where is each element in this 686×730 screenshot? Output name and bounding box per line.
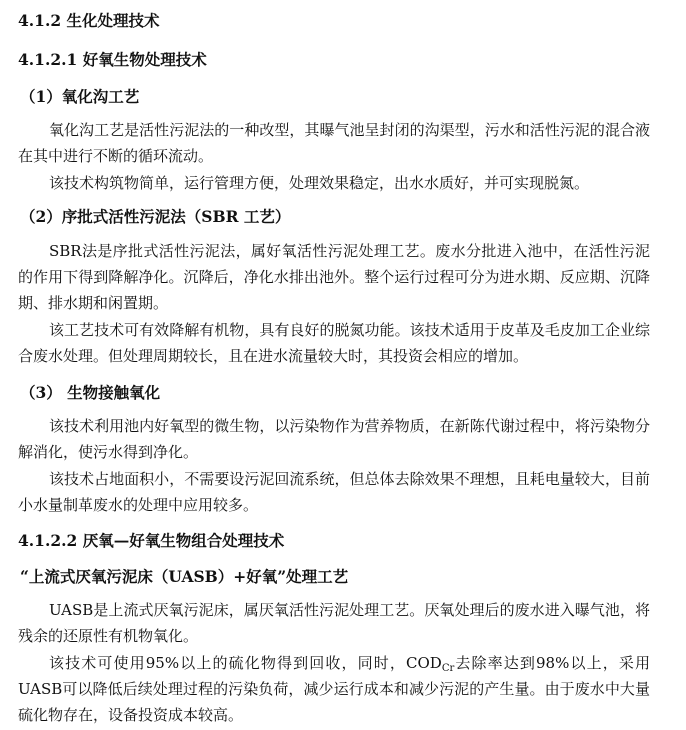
paragraph-sbr-1: SBR法是序批式活性污泥法，属好氧活性污泥处理工艺。废水分批进入池中，在活性污泥的作用下得到降解净化。沉降后，净化水排出池外。整个运行过程可分为进水期、反应期、沉降期、排水期和闲置期。: [18, 242, 650, 312]
paragraph-uasb-1: UASB是上流式厌氧污泥床，属厌氧活性污泥处理工艺。厌氧处理后的废水进入曝气池，将残余的还原性有机物氧化。: [18, 601, 650, 645]
subsection-title-aerobic: 4.1.2.1 好氧生物处理技术: [18, 50, 207, 69]
paragraph-uasb-2-part-b: 去除率达到98%以上，采用UASB可以降低后续处理过程的污染负荷，减少运行成本和减少污泥的产生量。由于废水中大量硫化物存在，设备投资成本较高。: [18, 654, 650, 724]
item-title-uasb: “上流式厌氧污泥床（UASB）+好氧”处理工艺: [20, 567, 349, 586]
subsection-title-anaerobic-aerobic: 4.1.2.2 厌氧—好氧生物组合处理技术: [18, 531, 285, 550]
cod-subscript: Cr: [441, 663, 455, 674]
item-title-sbr: （2）序批式活性污泥法（SBR 工艺）: [20, 207, 291, 226]
paragraph-sbr-2: 该工艺技术可有效降解有机物，具有良好的脱氮功能。该技术适用于皮革及毛皮加工企业综合废水处理。但处理周期较长，且在进水流量较大时，其投资会相应的增加。: [18, 321, 650, 365]
paragraph-oxidation-ditch-2: 该技术构筑物简单，运行管理方便，处理效果稳定，出水水质好，并可实现脱氮。: [49, 174, 590, 192]
section-title: 4.1.2 生化处理技术: [18, 11, 160, 30]
item-title-contact-oxidation: （3） 生物接触氧化: [20, 383, 161, 402]
paragraph-uasb-2-part-a: 该技术可使用95%以上的硫化物得到回收，同时，COD: [49, 654, 442, 672]
paragraph-contact-oxidation-2: 该技术占地面积小，不需要设污泥回流系统，但总体去除效果不理想，且耗电量较大，目前小水量制革废水的处理中应用较多。: [18, 470, 650, 514]
paragraph-contact-oxidation-1: 该技术利用池内好氧型的微生物，以污染物作为营养物质，在新陈代谢过程中，将污染物分解消化，使污水得到净化。: [18, 417, 650, 461]
paragraph-oxidation-ditch-1: 氧化沟工艺是活性污泥法的一种改型，其曝气池呈封闭的沟渠型，污水和活性污泥的混合液在其中进行不断的循环流动。: [18, 121, 650, 165]
item-title-oxidation-ditch: （1）氧化沟工艺: [20, 87, 140, 106]
paragraph-uasb-2: [18, 650, 650, 728]
